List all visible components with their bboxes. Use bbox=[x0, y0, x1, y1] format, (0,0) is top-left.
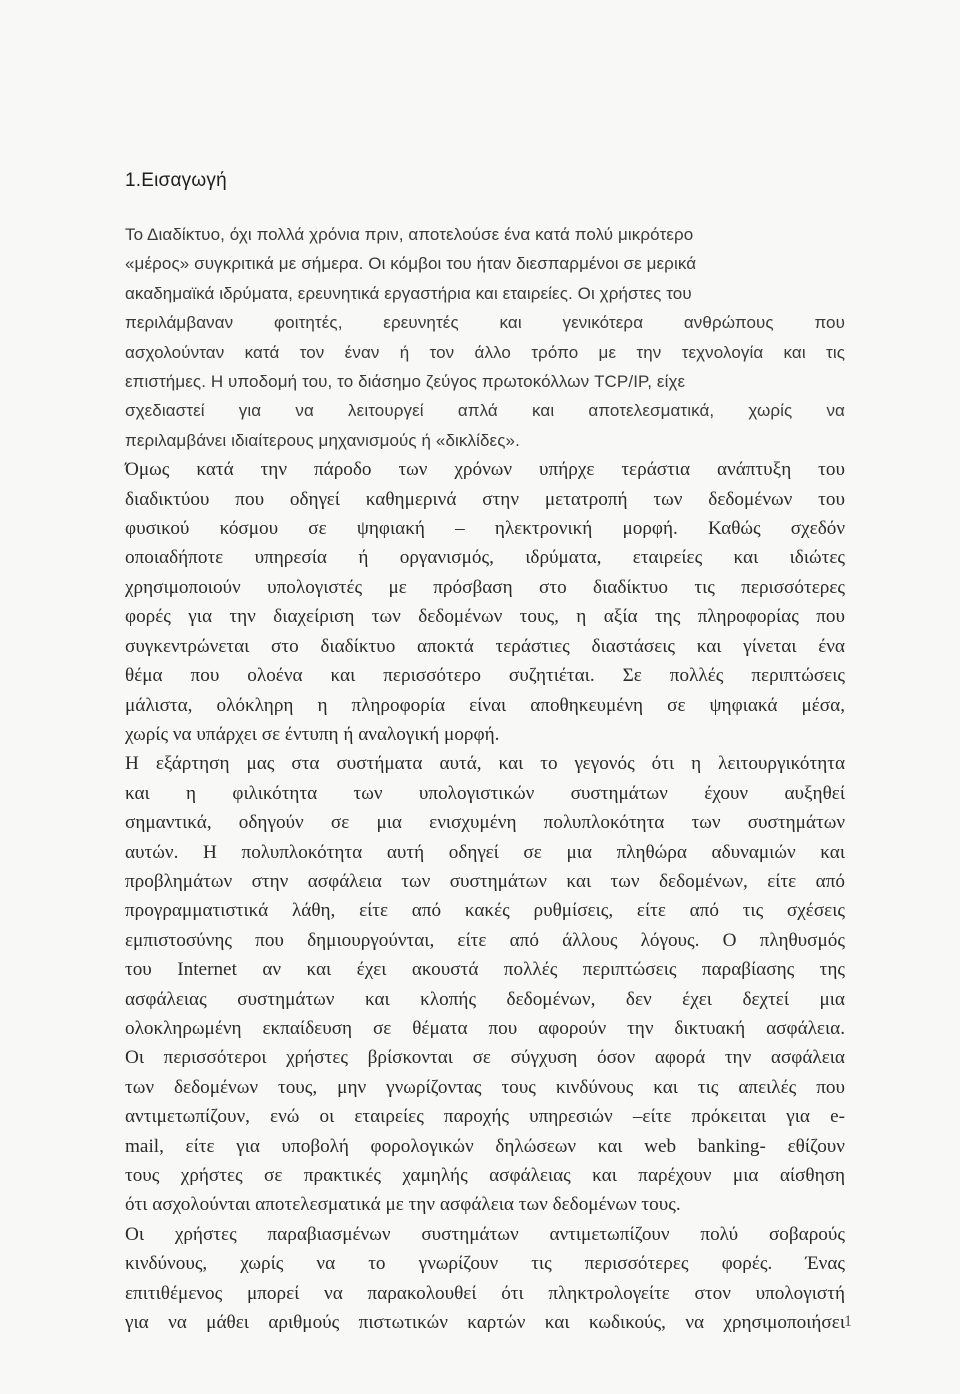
text-line: συγκεντρώνεται στο διαδίκτυο αποκτά τεράστιες διαστάσεις και γίνεται ένα bbox=[125, 635, 845, 657]
text-line: Οι χρήστες παραβιασμένων συστημάτων αντιμετωπίζουν πολύ σοβαρούς bbox=[125, 1223, 845, 1245]
text-line: αυτών. Η πολυπλοκότητα αυτή οδηγεί σε μια πληθώρα αδυναμιών και bbox=[125, 841, 845, 863]
text-line: Όμως κατά την πάροδο των χρόνων υπήρχε τεράστια ανάπτυξη του bbox=[125, 459, 845, 481]
text-line: Οι περισσότεροι χρήστες βρίσκονται σε σύγχυση όσον αφορά την ασφάλεια bbox=[125, 1047, 845, 1069]
body-text bbox=[125, 220, 845, 1337]
text-line: του Internet αν και έχει ακουστά πολλές περιπτώσεις παραβίασης της bbox=[125, 959, 845, 981]
text-line: διαδικτύου που οδηγεί καθημερινά στην μετατροπή των δεδομένων του bbox=[125, 488, 845, 510]
text-line: χρησιμοποιούν υπολογιστές με πρόσβαση στο διαδίκτυο τις περισσότερες bbox=[125, 576, 845, 598]
text-line: Η εξάρτηση μας στα συστήματα αυτά, και το γεγονός ότι η λειτουργικότητα bbox=[125, 753, 845, 775]
section-heading: 1.Εισαγωγή bbox=[125, 170, 227, 191]
text-line: ασχολούνταν κατά τον έναν ή τον άλλο τρόπο με την τεχνολογία και τις bbox=[125, 342, 845, 362]
text-line: ολοκληρωμένη εκπαίδευση σε θέματα που αφορούν την δικτυακή ασφάλεια. bbox=[125, 1017, 845, 1039]
text-line: σχεδιαστεί για να λειτουργεί απλά και αποτελεσματικά, χωρίς να bbox=[125, 401, 845, 421]
text-line: σημαντικά, οδηγούν σε μια ενισχυμένη πολυπλοκότητα των συστημάτων bbox=[125, 812, 845, 834]
text-line: κινδύνους, χωρίς να το γνωρίζουν τις περισσότερες φορές. Ένας bbox=[125, 1253, 845, 1275]
text-line: Το Διαδίκτυο, όχι πολλά χρόνια πριν, αποτελούσε ένα κατά πολύ μικρότερο bbox=[125, 225, 694, 244]
text-line: μάλιστα, ολόκληρη η πληροφορία είναι αποθηκευμένη σε ψηφιακά μέσα, bbox=[125, 694, 845, 716]
text-line: τους χρήστες σε πρακτικές χαμηλής ασφάλειας και παρέχουν μια αίσθηση bbox=[125, 1165, 845, 1186]
text-line: περιλάμβαναν φοιτητές, ερευνητές και γενικότερα ανθρώπους που bbox=[125, 313, 845, 333]
text-line: ακαδημαϊκά ιδρύματα, ερευνητικά εργαστήρια και εταιρείες. Οι χρήστες του bbox=[125, 283, 692, 303]
text-line: των δεδομένων τους, μην γνωρίζοντας τους κινδύνους και τις απειλές που bbox=[125, 1076, 845, 1098]
text-line: ότι ασχολούνται αποτελεσματικά με την ασφάλεια των δεδομένων τους. bbox=[125, 1194, 681, 1216]
text-line: χωρίς να υπάρχει σε έντυπη ή αναλογική μορφή. bbox=[125, 723, 500, 745]
text-line: επιτιθέμενος μπορεί να παρακολουθεί ότι πληκτρολογείτε στον υπολογιστή bbox=[125, 1282, 845, 1304]
text-line: προβλημάτων στην ασφάλεια των συστημάτων και των δεδομένων, είτε από bbox=[125, 870, 845, 892]
text-line: θέμα που ολοένα και περισσότερο συζητιέται. Σε πολλές περιπτώσεις bbox=[125, 665, 845, 687]
text-line: για να μάθει αριθμούς πιστωτικών καρτών και κωδικούς, να χρησιμοποιήσει bbox=[125, 1312, 845, 1334]
text-line: επιστήμες. Η υποδομή του, το διάσημο ζεύγος πρωτοκόλλων TCP/IP, είχε bbox=[125, 372, 686, 392]
text-line: mail, είτε για υποβολή φορολογικών δηλώσεων και web banking- εθίζουν bbox=[125, 1135, 845, 1157]
text-line: προγραμματιστικά λάθη, είτε από κακές ρυθμίσεις, είτε από τις σχέσεις bbox=[125, 900, 845, 922]
page-number: 1 bbox=[844, 1313, 852, 1330]
text-line: οποιαδήποτε υπηρεσία ή οργανισμός, ιδρύματα, εταιρείες και ιδιώτες bbox=[125, 547, 845, 569]
text-line: αντιμετωπίζουν, ενώ οι εταιρείες παροχής υπηρεσιών –είτε πρόκειται για e- bbox=[125, 1106, 845, 1128]
text-line: περιλαμβάνει ιδιαίτερους μηχανισμούς ή «δικλίδες». bbox=[125, 430, 520, 450]
text-line: φυσικού κόσμου σε ψηφιακή – ηλεκτρονική μορφή. Καθώς σχεδόν bbox=[125, 518, 845, 540]
text-line: ασφάλειας συστημάτων και κλοπής δεδομένων, δεν έχει δεχτεί μια bbox=[125, 988, 845, 1010]
text-line: εμπιστοσύνης που δημιουργούνται, είτε από άλλους λόγους. Ο πληθυσμός bbox=[125, 929, 845, 951]
text-line: «μέρος» συγκριτικά με σήμερα. Οι κόμβοι του ήταν διεσπαρμένοι σε μερικά bbox=[125, 254, 697, 274]
text-line: και η φιλικότητα των υπολογιστικών συστημάτων έχουν αυξηθεί bbox=[125, 782, 845, 804]
text-line: φορές για την διαχείριση των δεδομένων τους, η αξία της πληροφορίας που bbox=[125, 606, 845, 628]
